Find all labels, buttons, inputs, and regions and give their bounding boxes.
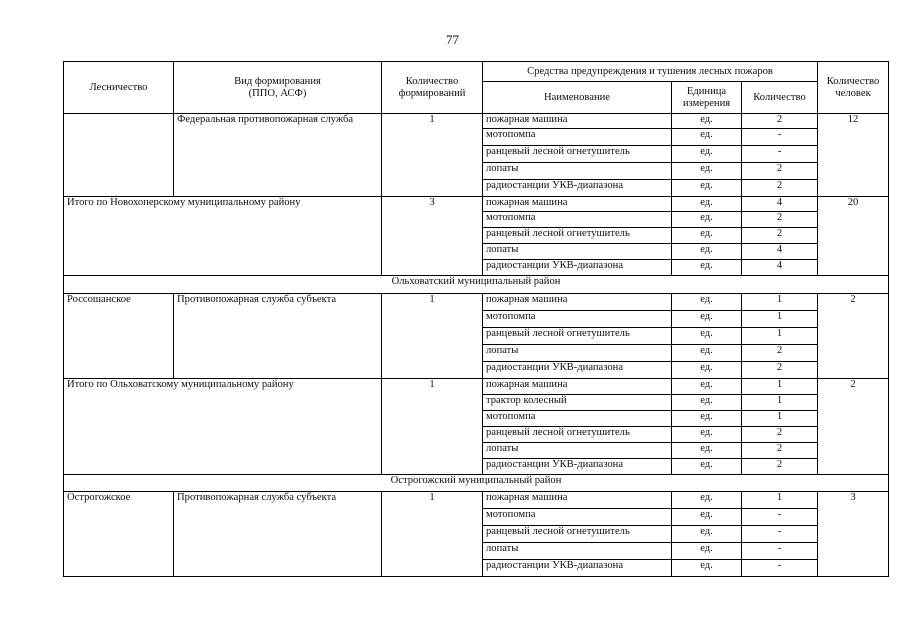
item-unit: ед.	[672, 411, 742, 427]
item-quantity: 2	[742, 427, 818, 443]
item-quantity: -	[742, 526, 818, 543]
item-quantity: 1	[742, 294, 818, 311]
item-name: лопаты	[483, 443, 672, 459]
item-unit: ед.	[672, 294, 742, 311]
table-row	[64, 294, 889, 311]
item-unit: ед.	[672, 212, 742, 228]
item-quantity: 2	[742, 163, 818, 180]
formation-count-cell: 1	[382, 294, 483, 379]
formation-count-cell: 1	[382, 492, 483, 577]
formation-cell: Противопожарная служба субъекта	[174, 294, 382, 379]
item-name: радиостанции УКВ-диапазона	[483, 260, 672, 276]
item-name: пожарная машина	[483, 492, 672, 509]
item-name: лопаты	[483, 244, 672, 260]
item-quantity: 4	[742, 260, 818, 276]
item-quantity: 1	[742, 395, 818, 411]
item-quantity: 1	[742, 328, 818, 345]
section-row	[64, 475, 889, 492]
section-title: Ольховатский муниципальный район	[64, 276, 889, 294]
item-name: ранцевый лесной огнетушитель	[483, 427, 672, 443]
total-label: Итого по Ольховатскому муниципальному району	[64, 379, 382, 475]
item-name: пожарная машина	[483, 379, 672, 395]
item-name: пожарная машина	[483, 114, 672, 129]
item-name: радиостанции УКВ-диапазона	[483, 180, 672, 197]
item-quantity: -	[742, 129, 818, 146]
item-unit: ед.	[672, 509, 742, 526]
item-unit: ед.	[672, 244, 742, 260]
item-name: мотопомпа	[483, 411, 672, 427]
people-cell: 3	[818, 492, 889, 577]
header-forestry: Лесничество	[64, 62, 174, 114]
fire-resources-table	[63, 61, 889, 577]
item-name: лопаты	[483, 163, 672, 180]
page-number: 77	[446, 32, 459, 47]
item-quantity: -	[742, 146, 818, 163]
item-name: лопаты	[483, 543, 672, 560]
item-quantity: 2	[742, 114, 818, 129]
item-quantity: 2	[742, 180, 818, 197]
item-unit: ед.	[672, 427, 742, 443]
item-quantity: 2	[742, 459, 818, 475]
item-quantity: -	[742, 509, 818, 526]
item-name: радиостанции УКВ-диапазона	[483, 459, 672, 475]
table-row	[64, 114, 889, 129]
section-title: Острогожский муниципальный район	[64, 475, 889, 492]
forestry-cell	[64, 114, 174, 197]
formation-count-cell: 1	[382, 114, 483, 197]
people-cell: 20	[818, 197, 889, 276]
item-quantity: 2	[742, 345, 818, 362]
table-row	[64, 379, 889, 395]
table-row	[64, 492, 889, 509]
item-unit: ед.	[672, 129, 742, 146]
item-unit: ед.	[672, 260, 742, 276]
item-name: радиостанции УКВ-диапазона	[483, 560, 672, 577]
item-quantity: 2	[742, 443, 818, 459]
item-quantity: -	[742, 560, 818, 577]
item-unit: ед.	[672, 228, 742, 244]
item-quantity: 4	[742, 197, 818, 212]
item-unit: ед.	[672, 459, 742, 475]
item-unit: ед.	[672, 146, 742, 163]
forestry-cell: Острогожское	[64, 492, 174, 577]
section-row	[64, 276, 889, 294]
item-unit: ед.	[672, 543, 742, 560]
item-unit: ед.	[672, 395, 742, 411]
people-cell: 2	[818, 294, 889, 379]
formation-count-cell: 3	[382, 197, 483, 276]
item-unit: ед.	[672, 345, 742, 362]
forestry-cell: Россошанское	[64, 294, 174, 379]
item-quantity: 2	[742, 212, 818, 228]
item-quantity: 2	[742, 362, 818, 379]
item-unit: ед.	[672, 443, 742, 459]
item-name: трактор колесный	[483, 395, 672, 411]
item-name: пожарная машина	[483, 197, 672, 212]
header-unit: Единица измерения	[672, 82, 742, 114]
item-unit: ед.	[672, 379, 742, 395]
item-quantity: 1	[742, 411, 818, 427]
item-name: лопаты	[483, 345, 672, 362]
item-unit: ед.	[672, 163, 742, 180]
header-name: Наименование	[483, 82, 672, 114]
item-unit: ед.	[672, 492, 742, 509]
item-quantity: 1	[742, 379, 818, 395]
item-unit: ед.	[672, 114, 742, 129]
item-unit: ед.	[672, 362, 742, 379]
item-quantity: 1	[742, 311, 818, 328]
people-cell: 12	[818, 114, 889, 197]
item-name: мотопомпа	[483, 129, 672, 146]
item-unit: ед.	[672, 328, 742, 345]
item-name: ранцевый лесной огнетушитель	[483, 228, 672, 244]
formation-cell: Противопожарная служба субъекта	[174, 492, 382, 577]
item-name: мотопомпа	[483, 311, 672, 328]
item-unit: ед.	[672, 180, 742, 197]
item-unit: ед.	[672, 311, 742, 328]
item-name: ранцевый лесной огнетушитель	[483, 146, 672, 163]
item-name: ранцевый лесной огнетушитель	[483, 328, 672, 345]
item-unit: ед.	[672, 560, 742, 577]
item-unit: ед.	[672, 526, 742, 543]
item-quantity: 1	[742, 492, 818, 509]
header-means-group: Средства предупреждения и тушения лесных пожаров	[483, 62, 818, 82]
header-people: Количество человек	[818, 62, 889, 114]
item-name: мотопомпа	[483, 509, 672, 526]
item-name: пожарная машина	[483, 294, 672, 311]
header-quantity: Количество	[742, 82, 818, 114]
header-formation-count: Количество формирований	[382, 62, 483, 114]
item-name: радиостанции УКВ-диапазона	[483, 362, 672, 379]
header-formation-type: Вид формирования (ППО, АСФ)	[174, 62, 382, 114]
formation-cell: Федеральная противопожарная служба	[174, 114, 382, 197]
item-quantity: 4	[742, 244, 818, 260]
item-unit: ед.	[672, 197, 742, 212]
item-name: ранцевый лесной огнетушитель	[483, 526, 672, 543]
people-cell: 2	[818, 379, 889, 475]
item-quantity: 2	[742, 228, 818, 244]
total-label: Итого по Новохоперскому муниципальному району	[64, 197, 382, 276]
table-row	[64, 197, 889, 212]
item-quantity: -	[742, 543, 818, 560]
formation-count-cell: 1	[382, 379, 483, 475]
table-body	[64, 114, 889, 577]
item-name: мотопомпа	[483, 212, 672, 228]
